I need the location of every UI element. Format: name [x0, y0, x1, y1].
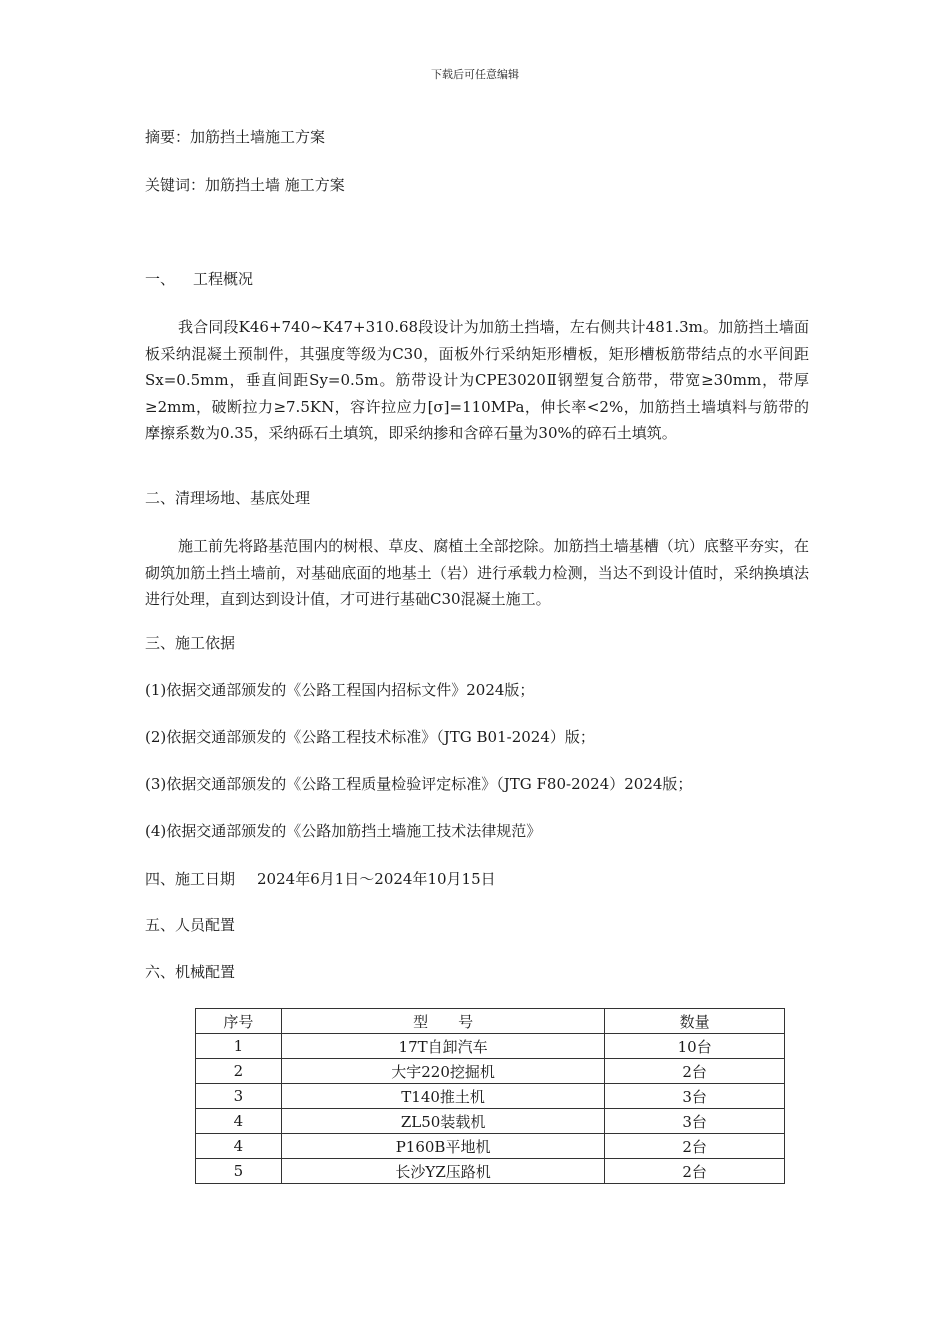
row-model: 大宇220挖掘机 — [281, 1059, 604, 1084]
section-2-body: 施工前先将路基范围内的树根、草皮、腐植土全部挖除。加筋挡土墙基槽（坑）底整平夯实，在砌筑加筋土挡土墙前，对基础底面的地基土（岩）进行承载力检测，当达不到设计值时，采纳换填法进行处理，直到达到设计值，才可进行基础C30混凝土施工。 — [145, 537, 809, 608]
basis-item-2: (2)依据交通部颁发的《公路工程技术标准》（JTG B01-2024）版； — [145, 728, 595, 746]
table-row — [196, 1159, 785, 1184]
basis-item-3: (3)依据交通部颁发的《公路工程质量检验评定标准》（JTG F80-2024）2024版； — [145, 775, 693, 793]
machinery-table — [195, 1008, 785, 1184]
row-quantity: 3台 — [605, 1084, 785, 1109]
table-row — [196, 1034, 785, 1059]
table-row — [196, 1109, 785, 1134]
construction-dates: 2024年6月1日～2024年10月15日 — [257, 870, 496, 888]
row-quantity: 2台 — [605, 1059, 785, 1084]
section-1-title: 工程概况 — [193, 270, 254, 288]
section-1-body: 我合同段K46+740~K47+310.68段设计为加筋土挡墙，左右侧共计481.3m。加筋挡土墙面板采纳混凝土预制件，其强度等级为C30，面板外行采纳矩形槽板，矩形槽板筋带结点的水平间距Sx=0.5mm，垂直间距Sy=0.5m。筋带设计为CPE3020Ⅱ钢塑复合筋带，带宽≥30mm，带厚≥2mm，破断拉力≥7.5KN，容许拉应力[σ]=110MPa，伸长率<2%，加筋挡土墙填料与筋带的摩擦系数为0.35，采纳砾石土填筑，即采纳掺和含碎石量为30%的碎石土填筑。 — [145, 318, 809, 442]
row-quantity: 3台 — [605, 1109, 785, 1134]
row-quantity: 2台 — [605, 1134, 785, 1159]
keywords-line: 关键词：加筋挡土墙 施工方案 — [145, 176, 345, 194]
section-3-heading: 三、施工依据 — [145, 634, 236, 652]
section-2-heading: 二、清理场地、基底处理 — [145, 489, 311, 507]
section-5-heading: 五、人员配置 — [145, 916, 236, 934]
table-header-row — [196, 1009, 785, 1034]
row-model: 17T自卸汽车 — [281, 1034, 604, 1059]
row-index: 1 — [196, 1034, 282, 1059]
row-index: 4 — [196, 1134, 282, 1159]
row-model: P160B平地机 — [281, 1134, 604, 1159]
row-model: 长沙YZ压路机 — [281, 1159, 604, 1184]
basis-item-4: (4)依据交通部颁发的《公路加筋挡土墙施工技术法律规范》 — [145, 822, 542, 840]
header-note: 下载后可任意编辑 — [431, 68, 519, 81]
header-model: 型 号 — [281, 1009, 604, 1034]
row-index: 3 — [196, 1084, 282, 1109]
row-model: ZL50装载机 — [281, 1109, 604, 1134]
header-quantity: 数量 — [605, 1009, 785, 1034]
row-index: 4 — [196, 1109, 282, 1134]
section-1-heading — [145, 268, 253, 290]
row-model: T140推土机 — [281, 1084, 604, 1109]
abstract-line: 摘要：加筋挡土墙施工方案 — [145, 128, 326, 146]
table-row — [196, 1134, 785, 1159]
header-index: 序号 — [196, 1009, 282, 1034]
table-row — [196, 1059, 785, 1084]
table-row — [196, 1084, 785, 1109]
section-1-number: 一、 — [145, 270, 176, 288]
basis-item-1: (1)依据交通部颁发的《公路工程国内招标文件》2024版； — [145, 681, 535, 699]
section-4-heading — [145, 868, 496, 890]
section-4-title: 四、施工日期 — [145, 870, 236, 888]
row-index: 5 — [196, 1159, 282, 1184]
row-quantity: 10台 — [605, 1034, 785, 1059]
row-index: 2 — [196, 1059, 282, 1084]
row-quantity: 2台 — [605, 1159, 785, 1184]
section-6-heading: 六、机械配置 — [145, 963, 236, 981]
